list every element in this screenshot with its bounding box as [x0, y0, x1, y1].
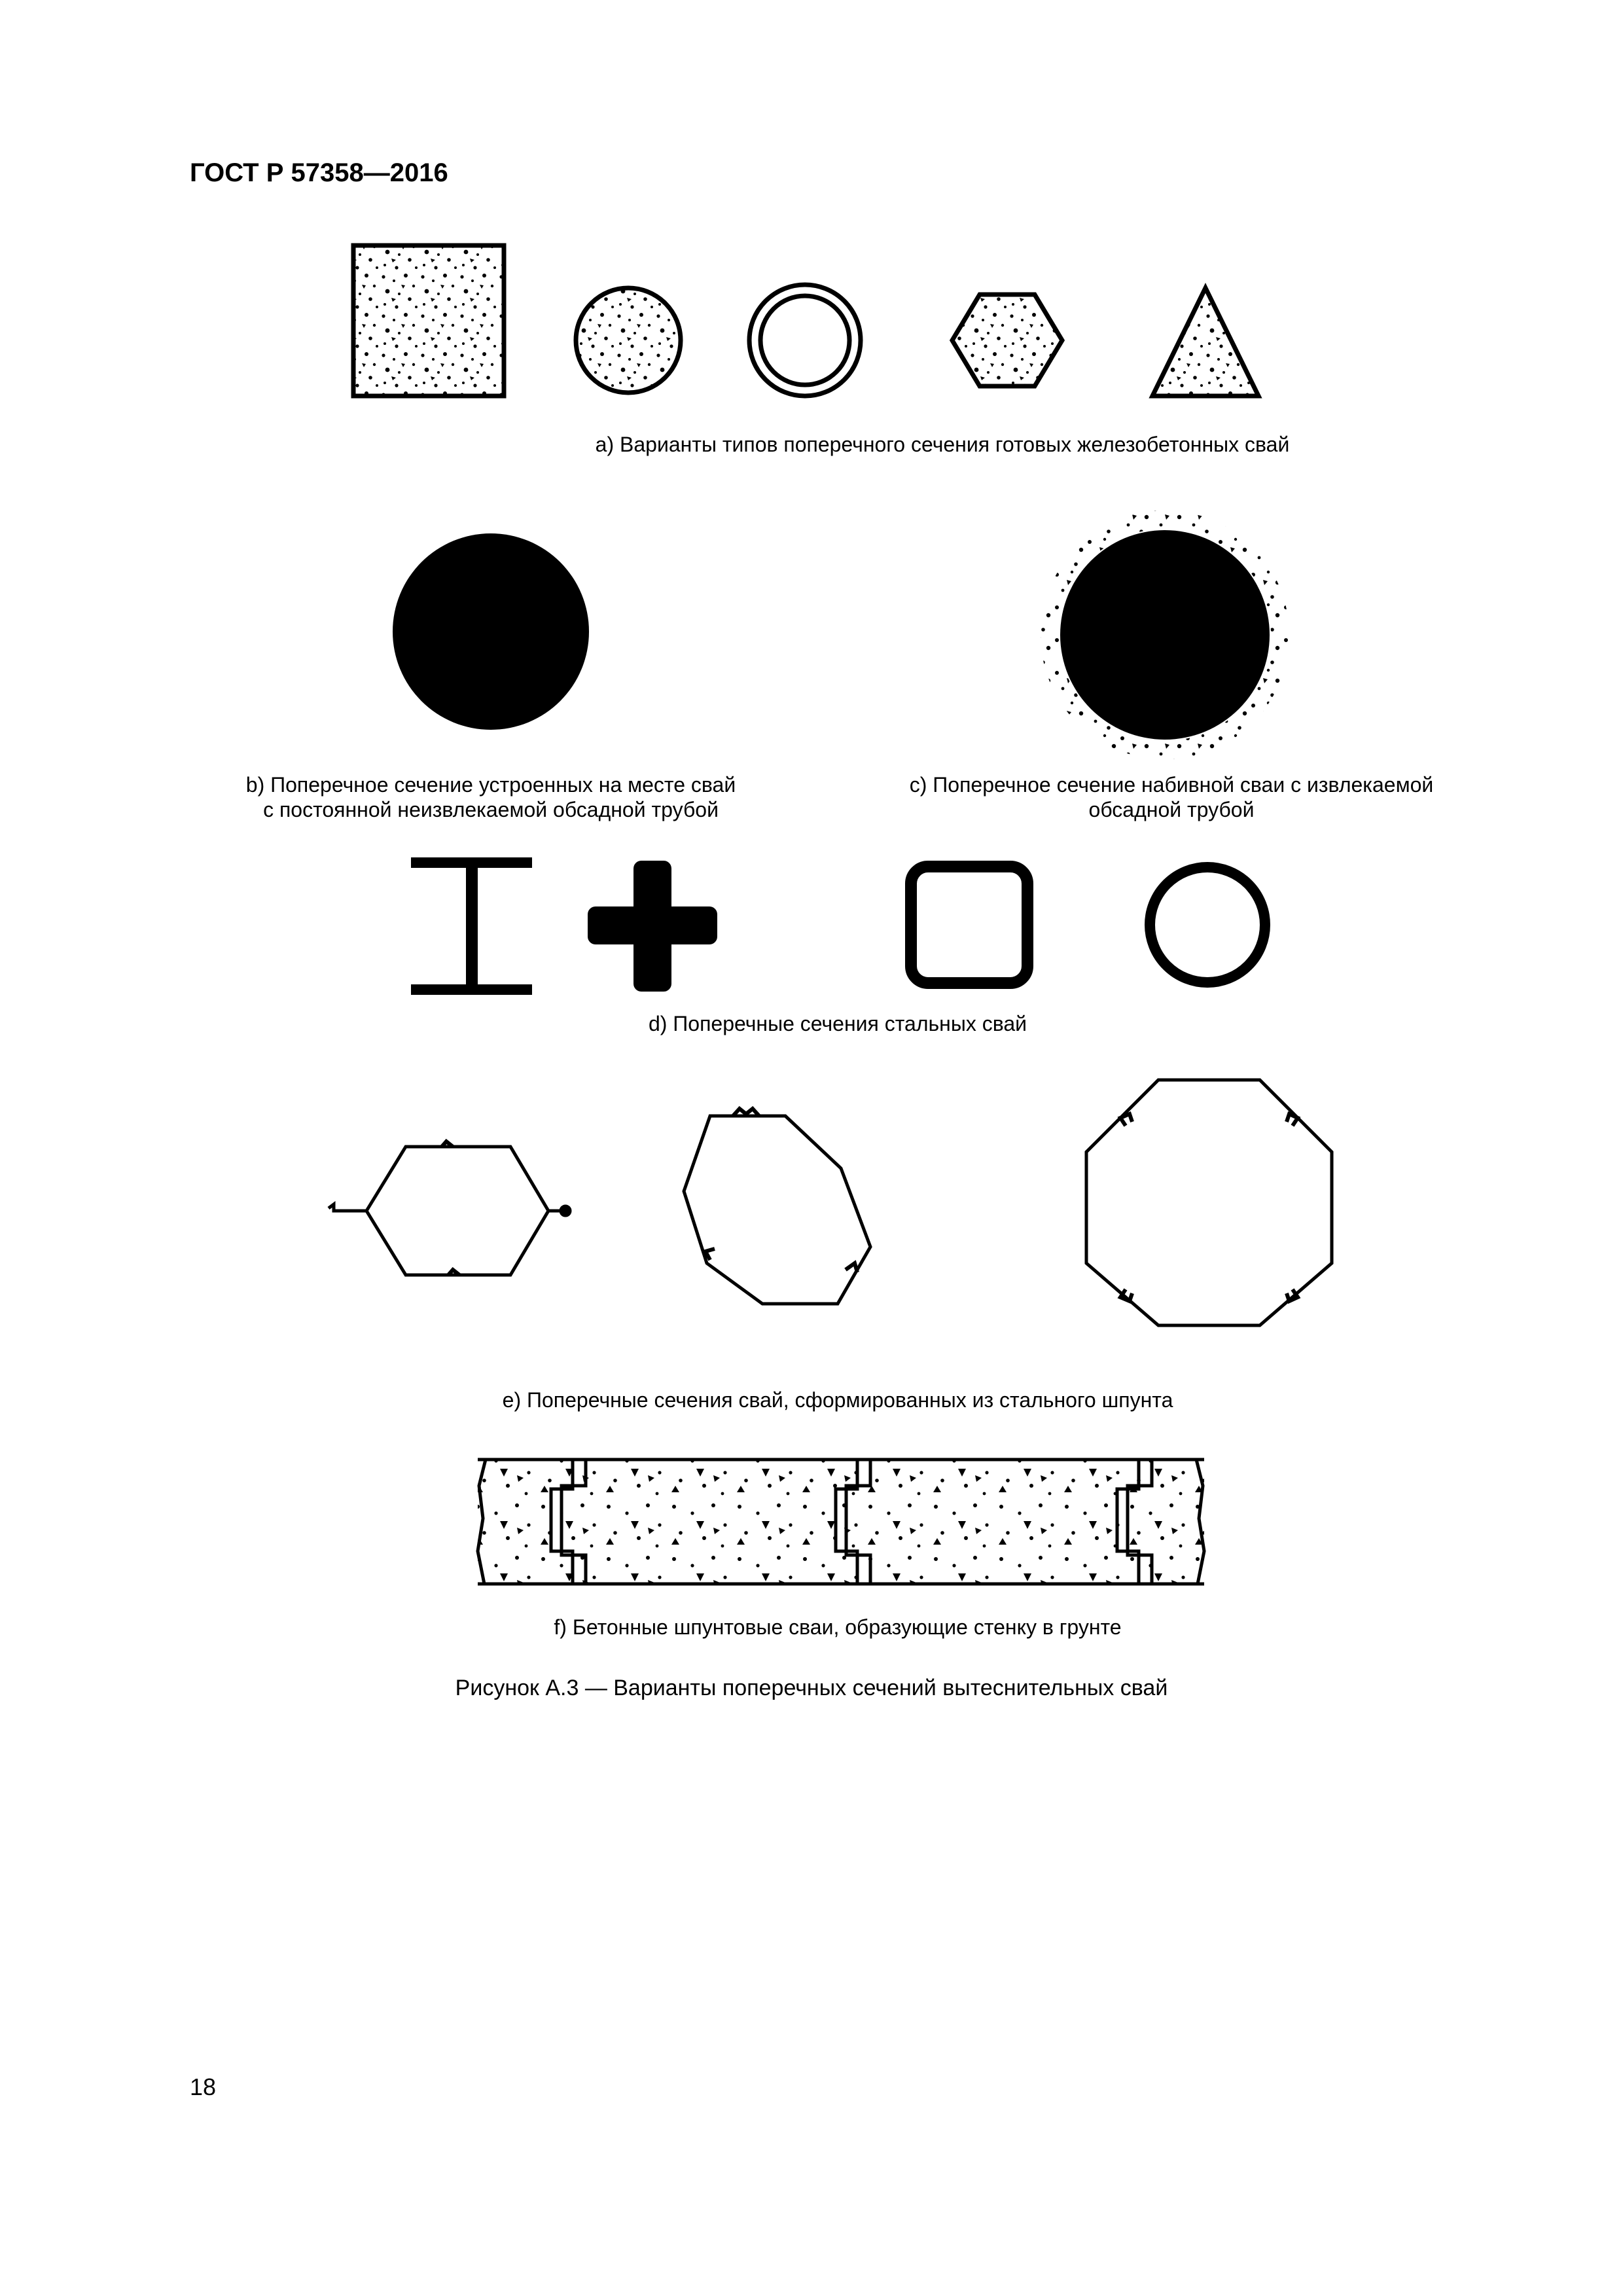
- caption-c-line1: c) Поперечное сечение набивной сваи с извлекаемой: [909, 773, 1434, 797]
- caption-a: a) Варианты типов поперечного сечения готовых железобетонных свай: [595, 433, 1290, 456]
- panel-f-drawing: [471, 1446, 1217, 1590]
- hexagon-section: [952, 295, 1062, 386]
- panel-c-drawing: [1021, 504, 1309, 766]
- page-number: 18: [190, 2073, 217, 2100]
- caption-d: d) Поперечные сечения стальных свай: [648, 1012, 1027, 1035]
- caption-f: f) Бетонные шпунтовые сваи, образующие стенку в грунте: [554, 1615, 1122, 1639]
- octagon-sheet-pile: [684, 1109, 870, 1304]
- caption-b-line2: с постоянной неизвлекаемой обсадной трубой: [263, 798, 719, 821]
- round-tube-section: [1150, 867, 1265, 982]
- triangle-section: [1152, 288, 1258, 396]
- caption-b-line1: b) Поперечное сечение устроенных на месте свай: [245, 773, 736, 797]
- caption-c: [870, 772, 1472, 822]
- square-section: [353, 245, 504, 396]
- figure-title: Рисунок А.3 — Варианты поперечных сечений вытеснительных свай: [455, 1676, 1168, 1700]
- hollow-ring-section: [749, 285, 861, 396]
- circle-section: [576, 288, 681, 393]
- panel-b-drawing: [376, 517, 605, 746]
- hexagon-sheet-pile: [329, 1141, 570, 1275]
- large-octagon-sheet-pile: [1086, 1080, 1332, 1325]
- panel-e-drawings: [314, 1073, 1387, 1335]
- cross-section: [588, 861, 717, 992]
- caption-e: e) Поперечные сечения свай, сформированных из стального шпунта: [502, 1388, 1173, 1412]
- square-tube-section: [911, 867, 1027, 983]
- caption-c-line2: обсадной трубой: [1088, 798, 1255, 821]
- panel-d-drawings: [393, 857, 1309, 1001]
- panel-a-drawings: [340, 232, 1387, 409]
- document-header: ГОСТ Р 57358—2016: [190, 158, 448, 187]
- i-beam-section: [411, 857, 532, 995]
- caption-b: [196, 772, 785, 822]
